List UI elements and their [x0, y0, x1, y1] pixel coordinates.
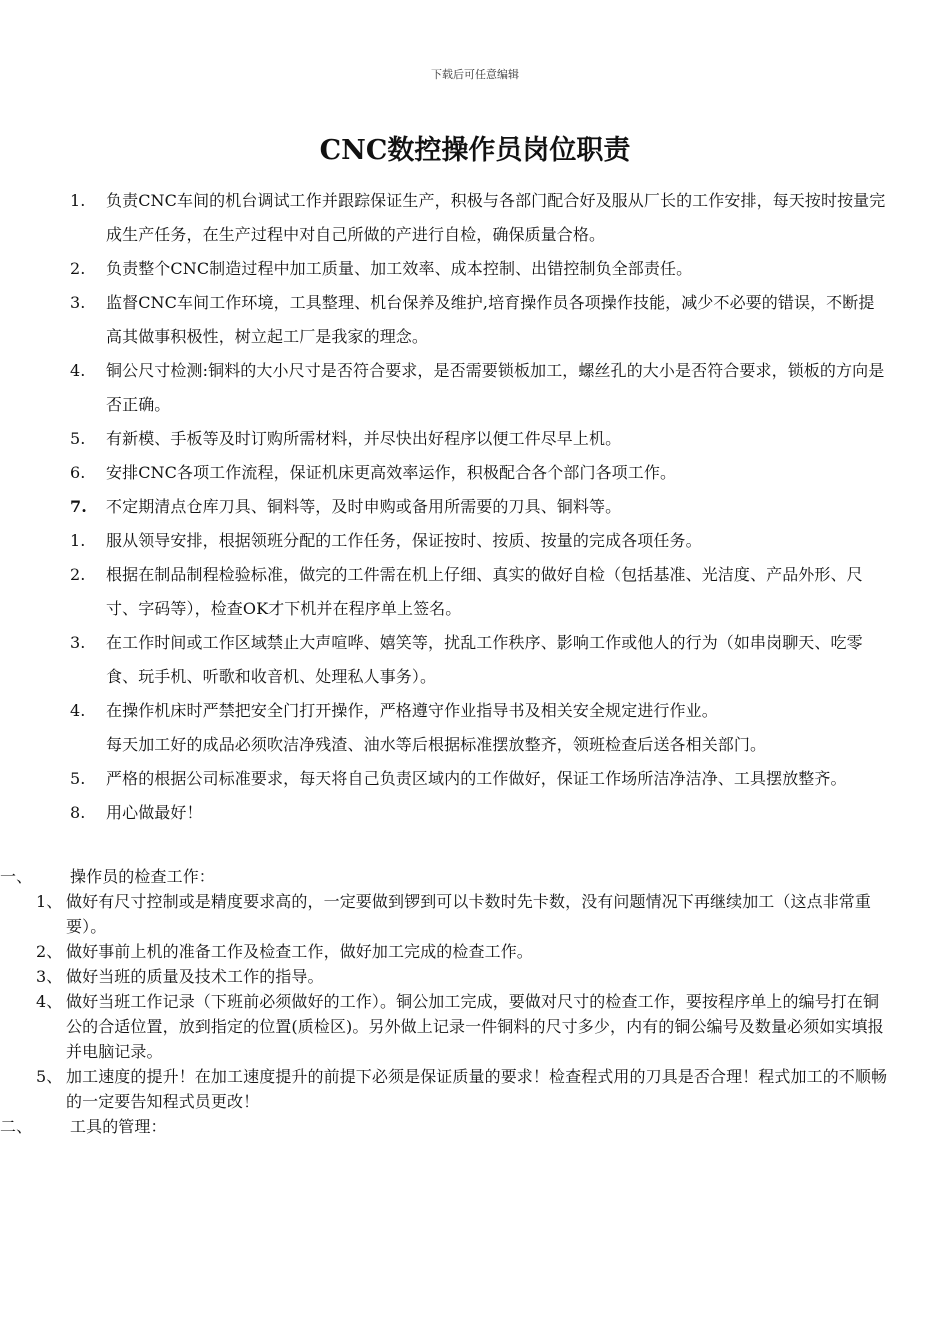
item-number: 3.: [70, 633, 86, 652]
duty-item: [70, 286, 890, 354]
item-number: 4.: [70, 701, 86, 720]
item-text: 在工作时间或工作区域禁止大声喧哗、嬉笑等，扰乱工作秩序、影响工作或他人的行为（如串岗聊天、吃零食、玩手机、听歌和收音机、处理私人事务）。: [106, 633, 863, 686]
item-number: 5.: [70, 769, 86, 788]
item-number: 1.: [70, 531, 86, 550]
item-text: 安排CNC各项工作流程，保证机床更高效率运作，积极配合各个部门各项工作。: [106, 463, 677, 482]
item-number: 6.: [70, 463, 86, 482]
item-text: 用心做最好！: [106, 803, 203, 822]
sub-item-text: 加工速度的提升！在加工速度提升的前提下必须是保证质量的要求！检查程式用的刀具是否合理！程式加工的不顺畅的一定要告知程式员更改！: [66, 1067, 888, 1111]
item-number: 3.: [70, 293, 86, 312]
page-title: CNC数控操作员岗位职责: [319, 135, 631, 166]
sub-item-number: 5、: [36, 1067, 63, 1086]
sub-item-number: 2、: [36, 942, 63, 961]
item-number: 8.: [70, 803, 86, 822]
item-number: 2.: [70, 259, 86, 278]
item-text: 负责CNC车间的机台调试工作并跟踪保证生产，积极与各部门配合好及服从厂长的工作安排，每天按时按量完成生产任务，在生产过程中对自己所做的产进行自检，确保质量合格。: [106, 191, 886, 244]
sub-item-text: 做好当班的质量及技术工作的指导。: [66, 967, 324, 986]
item-text: 铜公尺寸检测:铜料的大小尺寸是否符合要求，是否需要锁板加工，螺丝孔的大小是否符合要求，锁板的方向是否正确。: [106, 361, 885, 414]
header-note: 下载后可任意编辑: [431, 68, 519, 81]
sub-item: [0, 964, 890, 989]
sub-item-text: 做好有尺寸控制或是精度要求高的，一定要做到锣到可以卡数时先卡数，没有问题情况下再继续加工（这点非常重要）。: [66, 892, 872, 936]
item-text: 服从领导安排，根据领班分配的工作任务，保证按时、按质、按量的完成各项任务。: [106, 531, 702, 550]
duty-item: [70, 762, 890, 796]
sub-item-number: 1、: [36, 892, 63, 911]
sub-item-text: 做好当班工作记录（下班前必须做好的工作）。铜公加工完成，要做对尺寸的检查工作，要按程序单上的编号打在铜公的合适位置，放到指定的位置(质检区)。另外做上记录一件铜料的尺寸多少，内有的铜公编号及数量必须如实填报并电脑记录。: [66, 992, 884, 1061]
duty-item: [70, 252, 890, 286]
duty-item: [70, 694, 890, 728]
item-number: 4.: [70, 361, 86, 380]
item-number: 5.: [70, 429, 86, 448]
sub-item: [0, 939, 890, 964]
item-number: 2.: [70, 565, 86, 584]
section-number: 一、: [0, 867, 33, 886]
sub-item-number: 4、: [36, 992, 63, 1011]
duty-item: [70, 184, 890, 252]
duty-item: [70, 490, 890, 524]
duty-item: [70, 422, 890, 456]
item-text: 负责整个CNC制造过程中加工质量、加工效率、成本控制、出错控制负全部责任。: [106, 259, 693, 278]
section-inspection: [0, 864, 890, 1139]
duty-item: [70, 796, 890, 830]
section-heading: [0, 864, 890, 889]
item-text: 根据在制品制程检验标准，做完的工件需在机上仔细、真实的做好自检（包括基准、光洁度、产品外形、尺寸、字码等），检查OK才下机并在程序单上签名。: [106, 565, 863, 618]
item-text: 有新模、手板等及时订购所需材料，并尽快出好程序以便工件尽早上机。: [106, 429, 622, 448]
duty-item: [70, 558, 890, 626]
sub-item: [0, 1064, 890, 1114]
sub-item-text: 做好事前上机的准备工作及检查工作，做好加工完成的检查工作。: [66, 942, 533, 961]
duty-item: [70, 456, 890, 490]
section-title: 操作员的检查工作：: [70, 867, 215, 886]
section-heading-tools: [0, 1114, 890, 1139]
sub-item: [0, 889, 890, 939]
item-number: 1.: [70, 191, 86, 210]
item-text: 严格的根据公司标准要求，每天将自己负责区域内的工作做好，保证工作场所洁净洁净、工具摆放整齐。: [106, 769, 847, 788]
item-text: 监督CNC车间工作环境，工具整理、机台保养及维护,培育操作员各项操作技能，减少不必要的错误，不断提高其做事积极性，树立起工厂是我家的理念。: [106, 293, 875, 346]
item-text: 每天加工好的成品必须吹洁净残渣、油水等后根据标准摆放整齐，领班检查后送各相关部门。: [106, 735, 767, 754]
sub-item: [0, 989, 890, 1064]
duty-item: [70, 524, 890, 558]
duty-item: [70, 354, 890, 422]
item-number: 7.: [70, 497, 87, 516]
sub-item-number: 3、: [36, 967, 63, 986]
duty-continuation: [70, 728, 890, 762]
item-text: 不定期清点仓库刀具、铜料等，及时申购或备用所需要的刀具、铜料等。: [106, 497, 622, 516]
section-title: 工具的管理：: [70, 1117, 167, 1136]
duty-list: [0, 184, 890, 1139]
item-text: 在操作机床时严禁把安全门打开操作，严格遵守作业指导书及相关安全规定进行作业。: [106, 701, 718, 720]
section-number: 二、: [0, 1117, 33, 1136]
duty-item: [70, 626, 890, 694]
